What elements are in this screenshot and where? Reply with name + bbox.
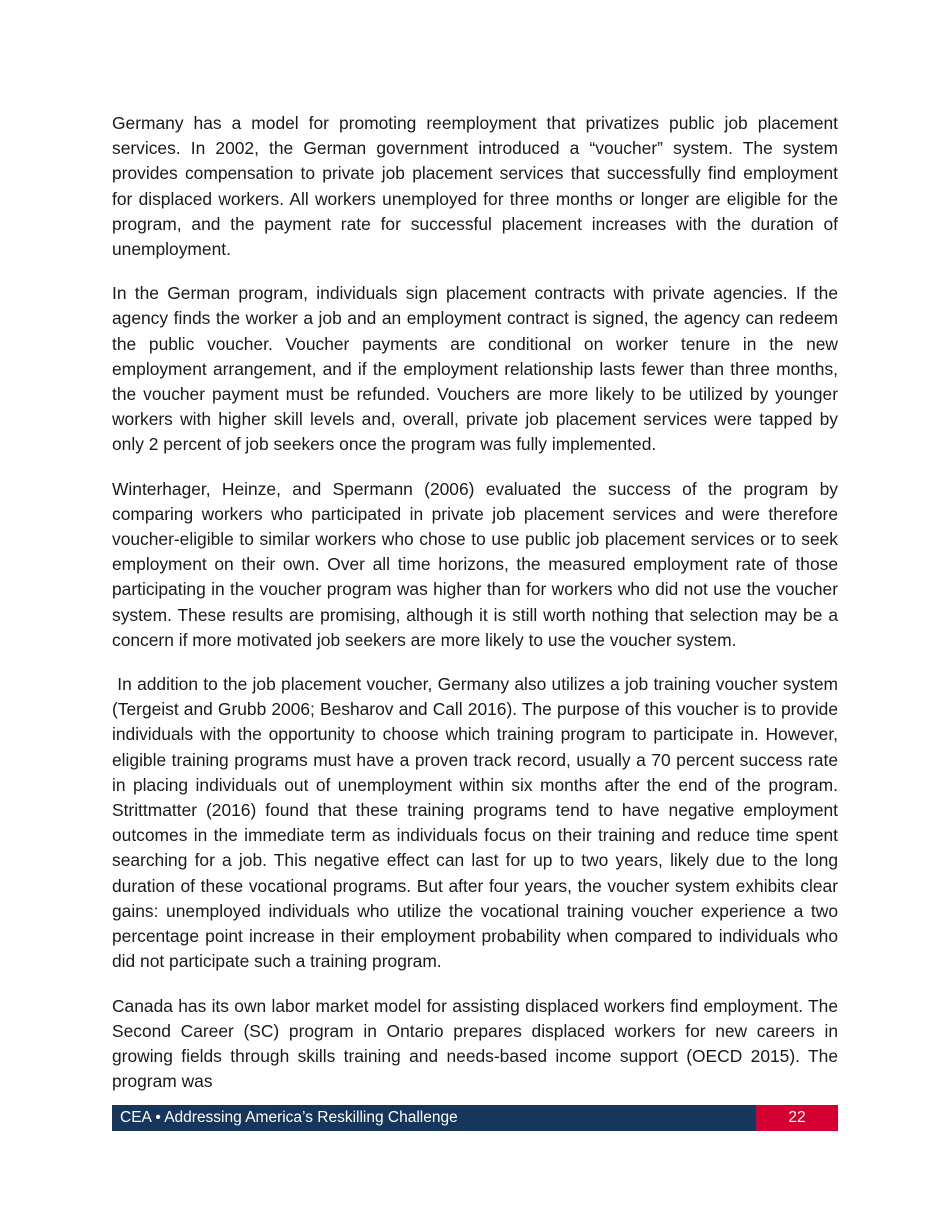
- paragraph-german-program: In the German program, individuals sign placement contracts with private agencies. If the agency finds the worker a job and an employment contract is signed, the agency can redeem the public voucher. Voucher payments are conditional on worker tenure in the new employment arrangement, and if the employment relationship lasts fewer than three months, the voucher payment must be refunded. Vouchers are more likely to be utilized by younger workers with higher skill levels and, overall, private job placement services were tapped by only 2 percent of job seekers once the program was fully implemented.: [112, 283, 838, 455]
- page-footer: [112, 1105, 838, 1131]
- footer-title: CEA • Addressing America’s Reskilling Challenge: [112, 1105, 756, 1131]
- paragraph-germany-placement: Germany has a model for promoting reemployment that privatizes public job placement services. In 2002, the German government introduced a “voucher” system. The system provides compensation to private job placement services that successfully find employment for displaced workers. All workers unemployed for three months or longer are eligible for the program, and the payment rate for successful placement increases with the duration of unemployment.: [112, 113, 838, 260]
- paragraph-training-voucher: In addition to the job placement voucher, Germany also utilizes a job training voucher system (Tergeist and Grubb 2006; Besharov and Call 2016). The purpose of this voucher is to provide individuals with the opportunity to choose which training program to participate in. However, eligible training programs must have a proven track record, usually a 70 percent success rate in placing individuals out of unemployment within six months after the end of the program. Strittmatter (2016) found that these training programs tend to have negative employment outcomes in the immediate term as individuals focus on their training and reduce time spent searching for a job. This negative effect can last for up to two years, likely due to the long duration of these vocational programs. But after four years, the voucher system exhibits clear gains: unemployed individuals who utilize the vocational training voucher experience a two percentage point increase in their employment probability when compared to individuals who did not participate such a training program.: [112, 674, 843, 972]
- paragraph-evaluation: Winterhager, Heinze, and Spermann (2006) evaluated the success of the program by comparing workers who participated in private job placement services and were therefore voucher-eligible to similar workers who chose to use public job placement services or to seek employment on their own. Over all time horizons, the measured employment rate of those participating in the voucher program was higher than for workers who did not use the voucher system. These results are promising, although it is still worth nothing that selection may be a concern if more motivated job seekers are more likely to use the voucher system.: [112, 478, 838, 650]
- page-number: 22: [756, 1105, 838, 1131]
- document-body: [112, 111, 843, 1113]
- paragraph-canada: Canada has its own labor market model for assisting displaced workers find employment. The Second Career (SC) program in Ontario prepares displaced workers for new careers in growing fields through skills training and needs-based income support (OECD 2015). The program was: [112, 995, 838, 1092]
